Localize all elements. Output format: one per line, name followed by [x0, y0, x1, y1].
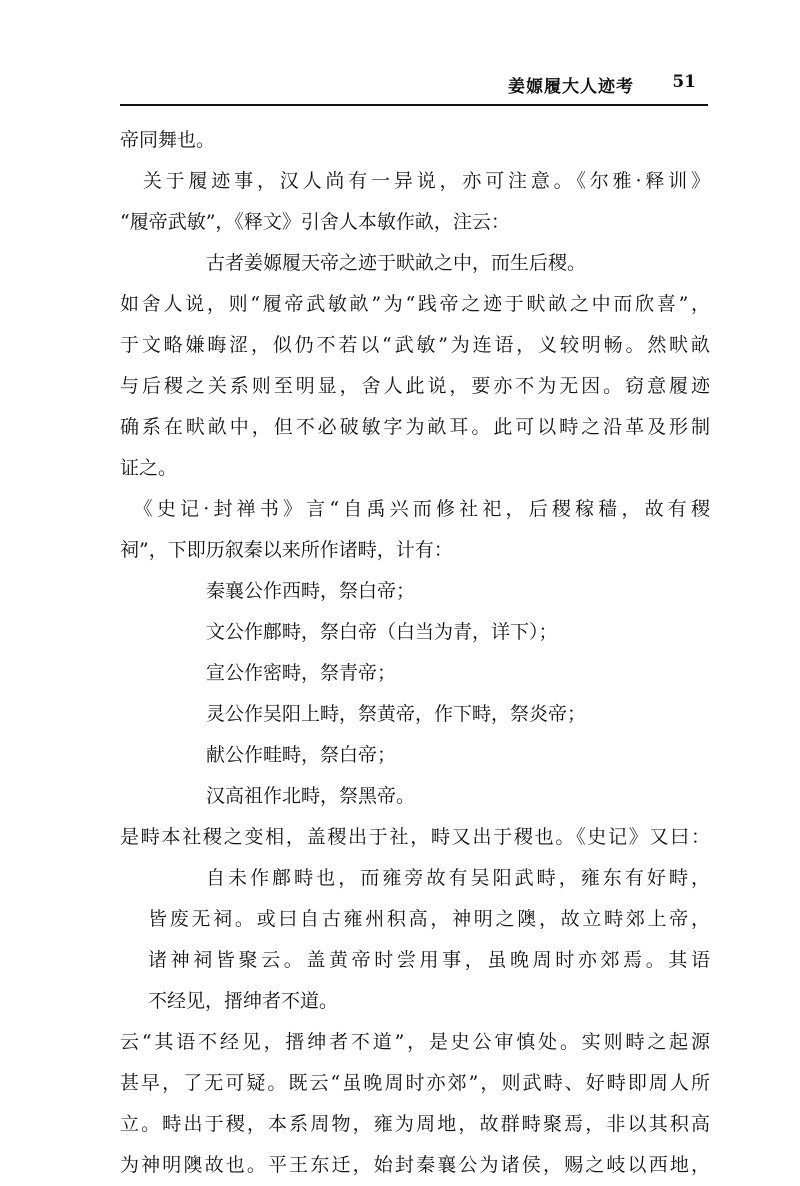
text-line: 甚早，了无可疑。既云“虽晚周时亦郊”，则武畤、好畤即周人所 [120, 1072, 710, 1094]
text-line: 是畤本社稷之变相，盖稷出于社，畤又出于稷也。《史记》又曰： [120, 826, 710, 848]
page-number: 51 [672, 72, 696, 92]
text-line: 于文略嫌晦涩，似仍不若以“武敏”为连语，义较明畅。然畎畝 [120, 334, 710, 356]
text-line: 祠”，下即历叙秦以来所作诸畤，计有： [120, 539, 453, 561]
block-quote-line: 古者姜嫄履天帝之迹于畎畝之中，而生后稷。 [206, 252, 587, 274]
block-quote-line: 不经见，搢绅者不道。 [148, 990, 339, 1012]
body-text [120, 120, 710, 1186]
running-header [120, 62, 708, 106]
text-line: 《史记·封禅书》言“自禹兴而修社祀，后稷稼穑，故有稷 [120, 498, 710, 520]
text-line: 立。畤出于稷，本系周物，雍为周地，故群畤聚焉，非以其积高 [120, 1113, 710, 1135]
text-line: 确系在畎畝中，但不必破敏字为畝耳。此可以畤之沿革及形制 [120, 416, 710, 438]
text-line: 云“其语不经见，搢绅者不道”，是史公审慎处。实则畤之起源 [120, 1031, 710, 1053]
text-line: 与后稷之关系则至明显，舍人此说，要亦不为无因。窃意履迹 [120, 375, 710, 397]
list-line: 秦襄公作西畤，祭白帝； [206, 580, 416, 602]
block-quote-line: 自未作鄜畤也，而雍旁故有吴阳武畤，雍东有好畤， [206, 867, 710, 889]
list-line: 宣公作密畤，祭青帝； [206, 662, 397, 684]
block-quote-line: 诸神祠皆聚云。盖黄帝时尝用事，虽晚周时亦郊焉。其语 [148, 949, 710, 971]
text-line: 帝同舞也。 [120, 129, 216, 151]
header-rule [120, 104, 708, 106]
block-quote-line: 皆废无祠。或曰自古雍州积高，神明之隩，故立畤郊上帝， [148, 908, 710, 930]
text-line: 为神明隩故也。平王东迁，始封秦襄公为诸侯，赐之岐以西地， [120, 1154, 710, 1176]
text-line: “履帝武敏”，《释文》引舍人本敏作畝，注云： [120, 211, 510, 233]
text-line: 关于履迹事，汉人尚有一异说，亦可注意。《尔雅·释训》 [120, 170, 710, 192]
text-line: 如舍人说，则“履帝武敏畝”为“践帝之迹于畎畝之中而欣喜”， [120, 293, 710, 315]
list-line: 文公作鄜畤，祭白帝（白当为青，详下）； [206, 621, 558, 643]
list-line: 灵公作吴阳上畤，祭黄帝，作下畤，祭炎帝； [206, 703, 587, 725]
list-line: 汉高祖作北畤，祭黑帝。 [206, 785, 416, 807]
list-line: 献公作畦畤，祭白帝； [206, 744, 397, 766]
running-title: 姜嫄履大人迹考 [508, 77, 634, 97]
text-line: 证之。 [120, 457, 178, 479]
